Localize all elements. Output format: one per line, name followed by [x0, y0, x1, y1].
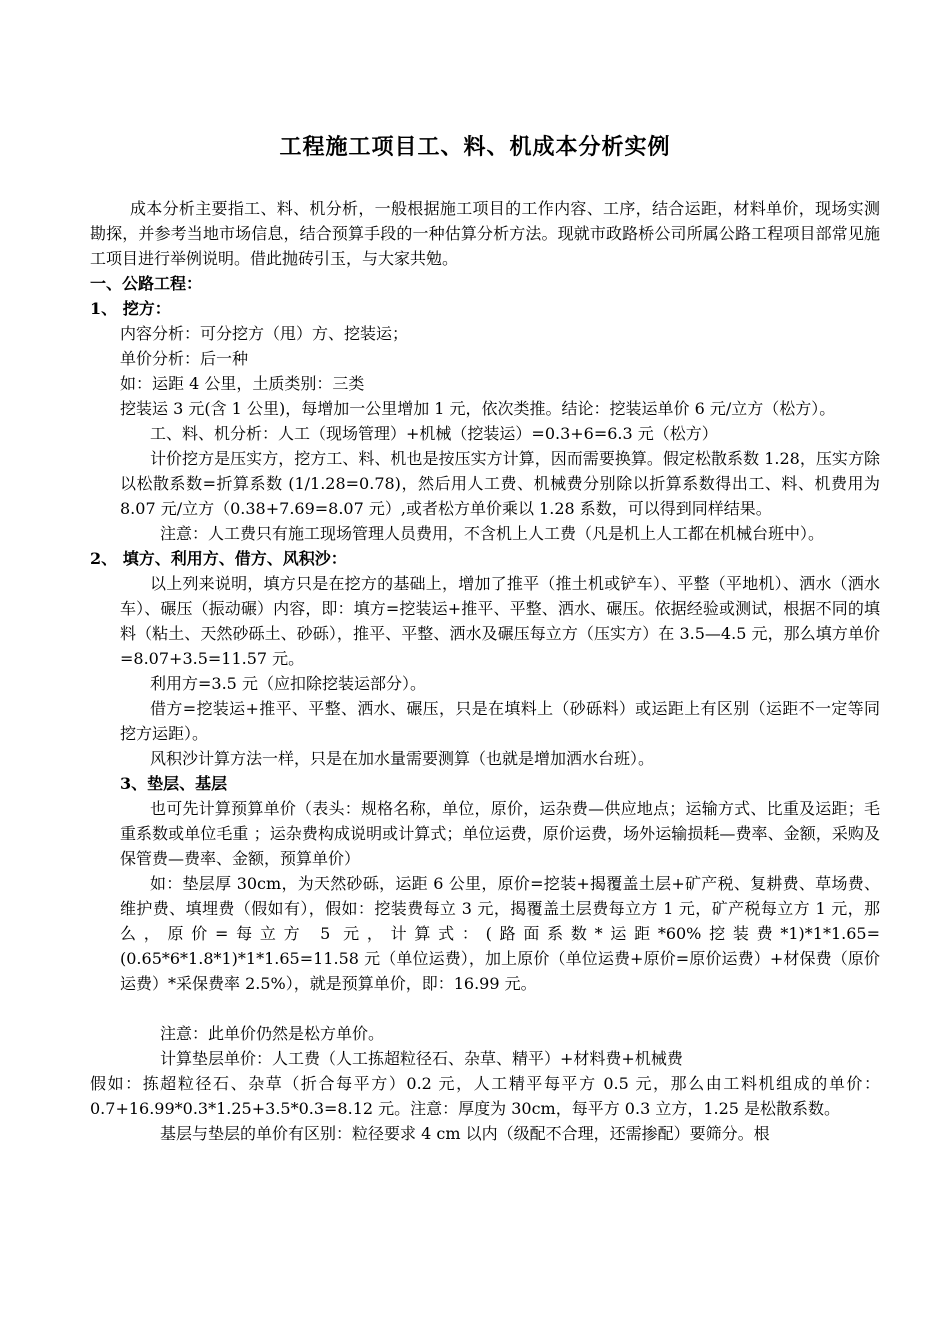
- cushion-paragraph: 如：垫层厚 30cm，为天然砂砾，运距 6 公里，原价=挖装+揭覆盖土层+矿产税、复耕费、草场费、维护费、填埋费（假如有），假如：挖装费每立 3 元，揭覆盖土层费每立方 1 元，矿产税每立方 1 元，那么，原价=每立方 5 元，计算式：(路面系数*运距*60%挖装费*1)*1*1.65=(0.65*6*1.8*1)*1*1.65=11.58 元（单位运费），加上原价（单位运费+原价=原价运费）+材保费（原价运费）*采保费率 2.5%），就是预算单价，即：16.99 元。: [120, 874, 880, 993]
- cushion-note: 注意：此单价仍然是松方单价。: [160, 1024, 385, 1043]
- section-heading-highway: 一、公路工程：: [90, 274, 203, 293]
- heading-excavation: 1、 挖方：: [90, 299, 171, 318]
- excavation-line: 单价分析：后一种: [120, 349, 249, 368]
- fill-paragraph: 风积沙计算方法一样，只是在加水量需要测算（也就是增加洒水台班）。: [150, 749, 655, 768]
- excavation-note: 注意：人工费只有施工现场管理人员费用，不含机上人工费（凡是机上人工都在机械台班中）。: [160, 524, 825, 543]
- excavation-line: 如：运距 4 公里，土质类别：三类: [120, 374, 365, 393]
- document-body: [90, 196, 880, 1146]
- cushion-paragraph: 假如：拣超粒径石、杂草（折合每平方）0.2 元，人工精平每平方 0.5 元，那么由工料机组成的单价：0.7+16.99*0.3*1.25+3.5*0.3=8.12 元。注意：厚度为 30cm，每平方 0.3 立方，1.25 是松散系数。: [90, 1074, 880, 1118]
- heading-fill: 2、 填方、利用方、借方、风积沙：: [90, 549, 347, 568]
- base-paragraph: 基层与垫层的单价有区别：粒径要求 4 cm 以内（级配不合理，还需掺配）要筛分。根: [160, 1124, 770, 1143]
- cushion-paragraph: 计算垫层单价：人工费（人工拣超粒径石、杂草、精平）+材料费+机械费: [160, 1049, 683, 1068]
- excavation-paragraph: 工、料、机分析：人工（现场管理）+机械（挖装运）=0.3+6=6.3 元（松方）: [150, 424, 718, 443]
- heading-cushion-base: 3、垫层、基层: [120, 774, 228, 793]
- excavation-line: 内容分析：可分挖方（甩）方、挖装运；: [120, 324, 409, 343]
- paragraph-gap: [90, 996, 880, 1021]
- fill-paragraph: 以上列来说明，填方只是在挖方的基础上，增加了推平（推土机或铲车）、平整（平地机）、洒水（洒水车）、碾压（振动碾）内容，即：填方=挖装运+推平、平整、洒水、碾压。依据经验或测试，根据不同的填料（粘土、天然砂砾土、砂砾），推平、平整、洒水及碾压每立方（压实方）在 3.5—4.5 元，那么填方单价=8.07+3.5=11.57 元。: [120, 574, 880, 668]
- cushion-paragraph: 也可先计算预算单价（表头：规格名称，单位，原价，运杂费—供应地点；运输方式、比重及运距；毛重系数或单位毛重 ；运杂费构成说明或计算式；单位运费，原价运费，场外运输损耗—费率、金额，采购及保管费—费率、金额，预算单价）: [120, 799, 880, 868]
- document-title: 工程施工项目工、料、机成本分析实例: [279, 134, 671, 160]
- fill-paragraph: 借方=挖装运+推平、平整、洒水、碾压，只是在填料上（砂砾料）或运距上有区别（运距不一定等同挖方运距）。: [120, 699, 880, 743]
- intro-paragraph: 成本分析主要指工、料、机分析，一般根据施工项目的工作内容、工序，结合运距，材料单价，现场实测勘探，并参考当地市场信息，结合预算手段的一种估算分析方法。现就市政路桥公司所属公路工程项目部常见施工项目进行举例说明。借此抛砖引玉，与大家共勉。: [90, 199, 880, 268]
- fill-paragraph: 利用方=3.5 元（应扣除挖装运部分）。: [150, 674, 426, 693]
- excavation-paragraph: 计价挖方是压实方，挖方工、料、机也是按压实方计算，因而需要换算。假定松散系数 1.28，压实方除以松散系数=折算系数 (1/1.28=0.78)，然后用人工费、机械费分别除以折算系数得出工、料、机费用为 8.07 元/立方（0.38+7.69=8.07 元）,或者松方单价乘以 1.28 系数，可以得到同样结果。: [120, 449, 880, 518]
- excavation-line: 挖装运 3 元(含 1 公里)，每增加一公里增加 1 元，依次类推。结论：挖装运单价 6 元/立方（松方）。: [120, 399, 836, 418]
